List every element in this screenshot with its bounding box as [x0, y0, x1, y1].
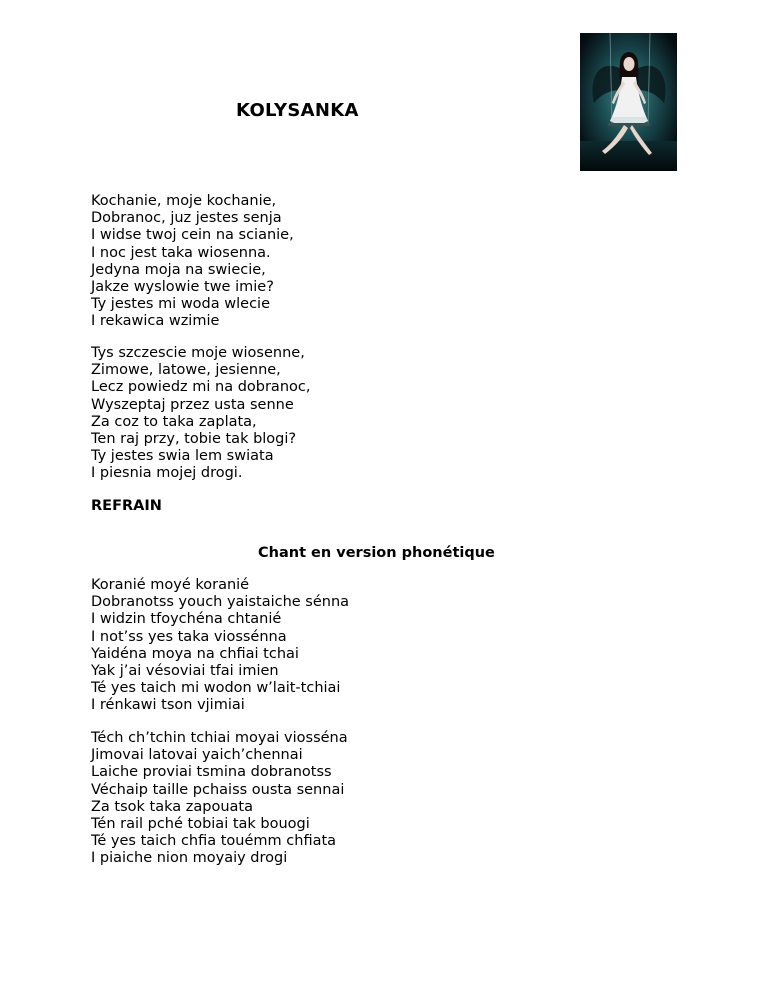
verse-line: Wyszeptaj przez usta senne	[91, 396, 294, 413]
verse-line: Jimovai latovai yaich’chennai	[91, 747, 303, 764]
page-title: KOLYSANKA	[236, 100, 359, 121]
verse-line: Jedyna moja na swiecie,	[91, 261, 266, 278]
stanza-4	[91, 730, 348, 868]
illustration-graphic	[580, 33, 677, 171]
verse-line: I widzin tfoychéna chtanié	[91, 611, 282, 628]
verse-line: I piesnia mojej drogi.	[91, 465, 243, 482]
verse-line: Koranié moyé koranié	[91, 577, 250, 593]
verse-line: Tys szczescie moje wiosenne,	[91, 345, 305, 361]
verse-line: I not’ss yes taka viossénna	[91, 628, 287, 645]
verse-line: Tén rail pché tobiai tak bouogi	[91, 816, 310, 833]
woman-on-swing-illustration	[580, 33, 677, 171]
verse-line: I rénkawi tson vjimiai	[91, 697, 245, 714]
verse-line: Ten raj przy, tobie tak blogi?	[91, 431, 297, 448]
refrain-heading: REFRAIN	[91, 498, 162, 514]
verse-line: Yak j’ai vésoviai tfai imien	[91, 663, 279, 680]
verse-line: Za coz to taka zaplata,	[91, 413, 257, 430]
section-subtitle: Chant en version phonétique	[258, 545, 495, 561]
verse-line: Té yes taich mi wodon w’lait-tchiai	[91, 680, 341, 697]
verse-line: Za tsok taka zapouata	[91, 798, 253, 815]
verse-line: Ty jestes mi woda wlecie	[91, 296, 270, 313]
verse-line: I rekawica wzimie	[91, 313, 220, 330]
verse-line: I piaiche nion moyaiy drogi	[91, 850, 288, 867]
verse-line: Kochanie, moje kochanie,	[91, 193, 277, 209]
verse-line: Dobranotss youch yaistaiche sénna	[91, 594, 350, 611]
verse-line: Zimowe, latowe, jesienne,	[91, 362, 281, 379]
stanza-3	[91, 577, 349, 715]
verse-line: Yaidéna moya na chfiai tchai	[91, 645, 299, 662]
verse-line: Jakze wyslowie twe imie?	[91, 279, 274, 296]
verse-line: Ty jestes swia lem swiata	[91, 448, 274, 465]
verse-line: I widse twoj cein na scianie,	[91, 227, 294, 244]
verse-line: Téch ch’tchin tchiai moyai viosséna	[91, 730, 348, 746]
verse-line: Lecz powiedz mi na dobranoc,	[91, 379, 311, 396]
stanza-2	[91, 345, 310, 483]
verse-line: Laiche proviai tsmina dobranotss	[91, 764, 332, 781]
verse-line: Dobranoc, juz jestes senja	[91, 210, 282, 227]
stanza-1	[91, 193, 294, 331]
verse-line: Véchaip taille pchaiss ousta sennai	[91, 781, 345, 798]
verse-line: Té yes taich chfia touémm chfiata	[91, 833, 337, 850]
verse-line: I noc jest taka wiosenna.	[91, 244, 271, 261]
